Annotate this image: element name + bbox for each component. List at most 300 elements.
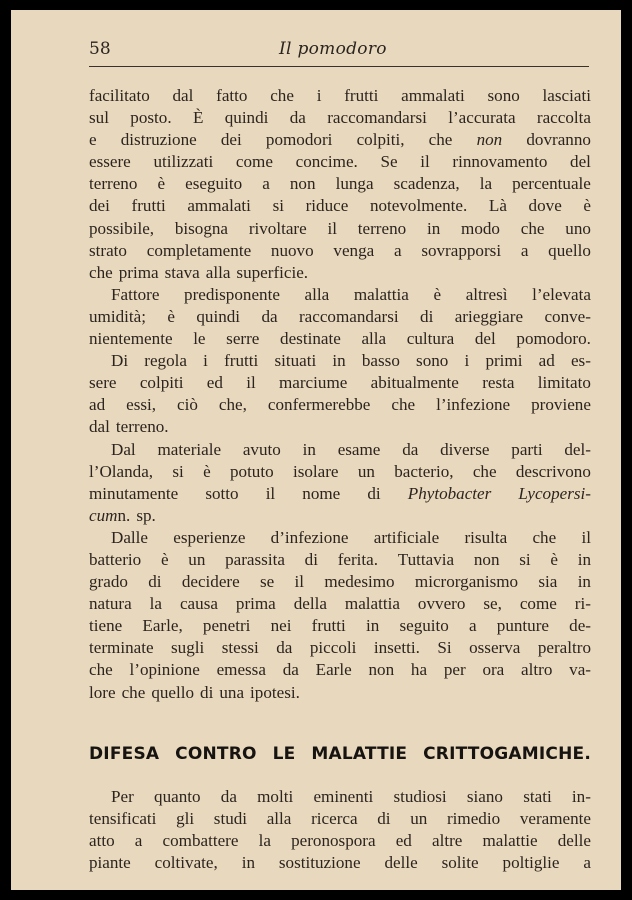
heading-word: LE [272,744,296,764]
word: è [203,461,211,481]
word: Per [111,787,134,806]
word: sul [89,108,109,128]
word: lasciati [542,86,591,105]
word: di [367,483,381,503]
word: frutti [224,351,259,371]
word: del [570,152,591,172]
text-line [89,439,591,461]
text-line [89,659,591,681]
word: le [193,329,206,349]
word: serre [226,329,260,349]
word: eseguito [185,174,243,194]
word: è [583,196,591,216]
word: diverse [440,439,490,459]
word: un [188,549,206,569]
word: malattia [344,594,400,614]
word: non [368,660,395,680]
word: in [426,218,441,238]
word: parassita [225,549,285,569]
word: dal [89,417,110,437]
word: che [89,660,113,680]
text-line [89,549,591,571]
word: i [464,351,470,371]
word: sovrapporsi [421,240,502,260]
word: molti [257,787,294,806]
word: parti [511,439,543,459]
word: a [393,240,402,260]
word: i [316,86,322,105]
word: alla [361,329,387,349]
word: malattie [482,831,538,851]
word: prima [118,262,159,282]
text-line [89,195,591,217]
word: come [235,152,273,172]
word: lore [89,682,116,702]
word: ammalati [187,196,251,216]
word: rivoltare [248,218,307,238]
section-heading [89,744,591,764]
word: Phytobacter [407,483,492,503]
word: terreno [89,174,138,194]
word: confermerebbe [267,395,371,415]
word: alla [266,809,292,829]
word: altro [521,660,553,680]
word: Dalle [111,527,149,547]
word: scadenza, [393,174,460,194]
word: distruzione [120,130,197,150]
word: solite [441,853,479,873]
word: il [327,218,337,238]
word: Earle, [142,616,183,636]
text-line [89,786,591,808]
text-line [89,852,591,874]
word: conve- [544,306,591,326]
word: frutti [311,616,346,636]
word: limitato [537,373,591,393]
text-line [89,240,591,262]
word: decidere [181,572,240,592]
text-line [89,808,591,830]
word: si [272,196,284,216]
word: dovranno [526,130,591,150]
word: superficie. [236,262,309,282]
word: cultura [406,329,455,349]
text-line [89,637,591,659]
word: che [472,461,497,481]
running-title: Il pomodoro [279,39,387,59]
body-text [89,85,591,704]
word: di [377,809,391,829]
word: frutti [131,196,166,216]
word: esperienze [173,527,246,547]
word: nientemente [89,329,173,349]
word: terreno. [115,417,169,437]
word: ed [206,373,223,393]
word: in [302,439,316,459]
word: fatto [216,86,248,105]
word: sia [538,572,558,592]
word: dove [528,196,562,216]
word: stessi [221,638,259,658]
word: microrganismo [414,572,519,592]
header-rule [89,66,589,67]
word: nei [270,616,292,636]
word: frutti [344,86,379,105]
word: l’elevata [532,284,591,304]
word: l’accurata [448,108,516,128]
word: se [260,572,275,592]
word: sono [416,351,449,371]
word: notevolmente. [369,196,468,216]
word: il [265,483,276,503]
word: lunga [335,174,374,194]
word: umidità; [89,306,146,326]
word: ipotesi. [250,682,300,702]
word: prima [235,594,276,614]
word: raccomandarsi [327,108,427,128]
word: da [282,660,299,680]
word: e [89,130,97,150]
word: è [167,306,175,326]
word: tensificati [89,809,157,829]
word: grado [89,572,128,592]
word: peronospora [291,831,376,851]
word: dei [89,196,110,216]
text-line [89,129,591,151]
word: se, [483,594,502,614]
word: ad [89,395,106,415]
word: che [89,262,113,282]
word: regola [144,351,187,371]
word: quindi [196,306,241,326]
word: osserva [469,638,521,658]
word: Là [488,196,507,216]
word: in [332,351,346,371]
word: i [203,351,208,371]
word: atto [89,831,115,851]
word: il [294,572,305,592]
word: altre [432,831,463,851]
heading-word: CRITTOGAMICHE. [423,744,591,764]
word: colpiti, [356,130,405,150]
word: penetri [202,616,251,636]
word: del- [564,439,591,459]
word: non [289,174,316,194]
word: non [473,549,500,569]
text-line [89,173,591,195]
text-line [89,306,591,328]
word: isolare [292,461,339,481]
word: a [134,831,143,851]
word: avuto [242,439,281,459]
word: emessa [216,660,266,680]
word: ad [538,351,555,371]
word: per [443,660,466,680]
word: materiale [157,439,222,459]
word: di [148,572,162,592]
word: natura [89,594,132,614]
text-line [89,615,591,637]
word: esame [337,439,381,459]
word: in [365,616,380,636]
word: che [121,682,146,702]
word: destinate [280,329,341,349]
word: batterio [89,549,142,569]
word: si [172,461,184,481]
word: quanto [154,787,201,806]
word: a [262,174,270,194]
word: è [433,284,442,304]
word: potuto [229,461,274,481]
word: risulta [464,527,508,547]
word: cum [89,505,118,525]
word: strato [89,240,127,260]
word: Tuttavia [397,549,455,569]
heading-word: CONTRO [175,744,257,764]
text-line [89,262,591,284]
word: sere [89,373,117,393]
word: a [520,240,529,260]
word: studiosi [393,787,447,806]
word: ri- [574,594,591,614]
word: proviene [531,395,591,415]
word: sugli [171,638,205,658]
word: che [270,86,294,105]
word: un [410,809,428,829]
word: di [304,549,318,569]
book-page [11,10,621,890]
word: ferita. [337,549,379,569]
word: eminenti [313,787,374,806]
text-line [89,85,591,107]
word: da [276,638,293,658]
word: del [474,329,496,349]
word: medesimo [324,572,395,592]
word: il [581,527,591,547]
word: della [293,594,327,614]
word: va- [569,660,591,680]
word: in [577,572,591,592]
word: ciò [177,395,198,415]
text-line [89,372,591,394]
word: alla [304,284,330,304]
text-line [89,830,591,852]
word: in- [571,787,591,806]
word: l’infezione [436,395,511,415]
word: il [420,152,430,172]
word: primi [485,351,523,371]
word: che [532,527,557,547]
word: quello [548,240,591,260]
word: essere [89,152,131,172]
word: Fattore [111,284,160,304]
text-line [89,218,591,240]
word: ora [482,660,505,680]
word: quindi [224,108,269,128]
text-line [89,107,591,129]
word: sotto [205,483,239,503]
word: de- [569,616,591,636]
word: da [402,439,419,459]
word: la [479,174,493,194]
word: ricerca [311,809,358,829]
text-line [89,483,591,505]
word: sp. [136,505,156,525]
word: malattia [353,284,409,304]
word: sostituzione [278,853,361,873]
word: studi [213,809,248,829]
word: uno [565,218,591,238]
word: tiene [89,616,123,636]
text-line [89,151,591,173]
word: Si [437,638,452,658]
word: non [476,130,503,150]
word: delle [557,831,591,851]
word: rinnovamento [452,152,548,172]
word: alla [205,262,231,282]
heading-word: DIFESA [89,744,160,764]
word: veramente [519,809,591,829]
word: ammalati [401,86,465,105]
word: la [149,594,163,614]
word: l’opinione [129,660,200,680]
word: insetti. [373,638,420,658]
word: situati [274,351,317,371]
word: è [157,174,166,194]
text-line [89,284,591,306]
word: sono [487,86,520,105]
word: nome [302,483,341,503]
word: un [357,461,375,481]
word: stava [164,262,200,282]
word: concime. [295,152,358,172]
text-line [89,682,591,704]
word: punture [496,616,549,636]
word: ed [395,831,412,851]
word: Lycopersi- [518,483,591,503]
word: nuovo [270,240,314,260]
word: d’infezione [270,527,349,547]
word: completamente [146,240,252,260]
section-text [89,786,591,874]
text-line [89,593,591,615]
word: da [220,787,237,806]
word: il [246,373,256,393]
word: delle [384,853,418,873]
word: da [261,306,278,326]
word: si [519,549,531,569]
text-line [89,527,591,549]
word: percentuale [512,174,591,194]
word: minutamente [89,483,179,503]
word: essi, [126,395,157,415]
word: in [241,853,255,873]
word: che [520,218,545,238]
word: modo [461,218,500,238]
word: è [550,549,558,569]
heading-word: MALATTIE [311,744,408,764]
word: pomodori [265,130,333,150]
word: arieggiare [454,306,524,326]
word: Earle [315,660,352,680]
text-line [89,350,591,372]
word: piccoli [309,638,357,658]
word: Dal [111,439,136,459]
word: che, [218,395,247,415]
word: poltiglie [502,853,560,873]
word: possibile, [89,218,155,238]
text-line [89,328,591,350]
word: dei [220,130,242,150]
word: venga [333,240,375,260]
word: Se [380,152,398,172]
word: terminate [89,638,154,658]
word: dal [172,86,194,105]
word: in [577,549,591,569]
word: come [519,594,557,614]
word: quello [151,682,195,702]
word: seguito [399,616,449,636]
word: la [258,831,271,851]
page-number: 58 [89,39,111,59]
word: di [200,682,214,702]
text-line [89,461,591,483]
word: una [219,682,245,702]
word: bisogna [174,218,229,238]
text-line [89,571,591,593]
word: da [289,108,306,128]
word: terreno [357,218,407,238]
word: riduce [305,196,349,216]
word: abitualmente [370,373,459,393]
word: è [160,549,169,569]
word: utilizzati [153,152,214,172]
word: stati [523,787,552,806]
word: pomodoro. [516,329,591,349]
text-line [89,394,591,416]
word: raccolta [536,108,591,128]
word: l’Olanda, [89,461,154,481]
word: È [192,108,204,128]
word: raccomandarsi [298,306,399,326]
page-header [89,37,589,67]
word: rimedio [446,809,501,829]
word: a [469,616,477,636]
word: descrivono [515,461,591,481]
word: colpiti [139,373,184,393]
word: resta [482,373,515,393]
word: piante [89,853,131,873]
word: che [428,130,453,150]
word: gli [176,809,195,829]
word: artificiale [373,527,440,547]
word: Di [111,351,129,371]
word: bacterio, [394,461,454,481]
word: peraltro [537,638,591,658]
text-line [89,416,591,438]
word: coltivate, [154,853,218,873]
word: ovvero [417,594,466,614]
text-line [89,505,591,527]
word: facilitato [89,86,150,105]
word: altresì [465,284,508,304]
word: marciume [278,373,348,393]
word: di [420,306,434,326]
word: che [391,395,416,415]
word: n. [117,505,131,525]
word: es- [570,351,591,371]
word: siano [466,787,503,806]
